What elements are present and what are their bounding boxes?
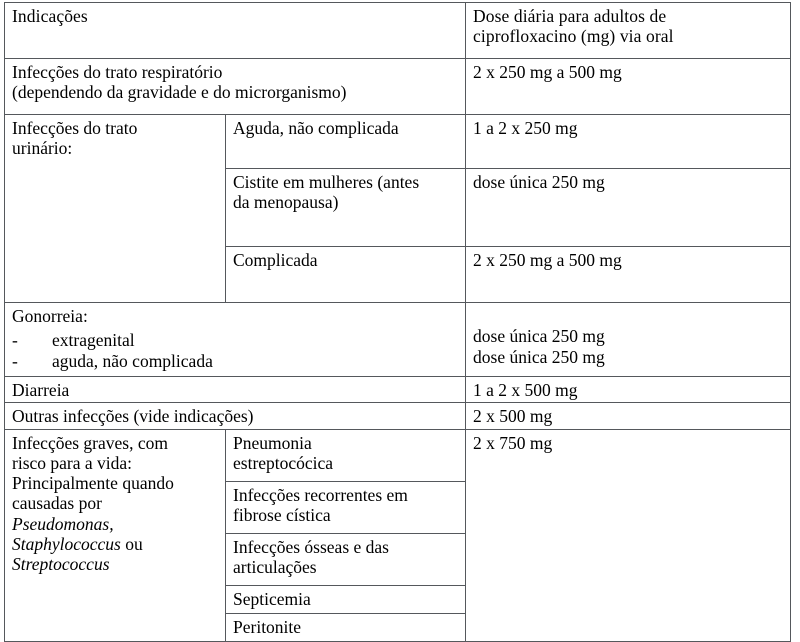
bullet-dash-icon: -: [12, 350, 18, 371]
gonorrhea-bullet-extragenital: [12, 330, 459, 350]
severe-species-staphylococcus: Staphylococcus: [12, 534, 121, 555]
table-header-row: [5, 3, 791, 59]
cell-severe-cystic-fibrosis: [226, 481, 466, 533]
severe-line-3: Principalmente quando: [12, 473, 174, 494]
urinary-line1: Infecções do trato: [12, 118, 138, 138]
cell-diarrhea-indication: Diarreia: [5, 377, 466, 403]
table-row-severe-pneumonia: [5, 429, 791, 481]
pneumonia-line2: estreptocócica: [233, 452, 334, 473]
cystitis-line1: Cistite em mulheres (antes: [233, 172, 420, 192]
cell-severe-septicemia: Septicemia: [226, 585, 466, 613]
cell-respiratory-dose: 2 x 250 mg a 500 mg: [466, 59, 791, 115]
cell-severe-indication: [5, 429, 226, 641]
gonorrhea-bullet-acute-label: aguda, não complicada: [52, 350, 213, 371]
severe-line-1: Infecções graves, com: [12, 432, 168, 453]
severe-species-pseudomonas: Pseudomonas,: [12, 513, 114, 534]
cystic-fibrosis-line2: fibrose cística: [233, 504, 331, 525]
table-row-diarrhea: [5, 377, 791, 403]
severe-species-conjunction: ou: [120, 534, 143, 555]
bullet-dash-icon: -: [12, 330, 18, 351]
cell-other-infections-dose: 2 x 500 mg: [466, 403, 791, 429]
cell-urinary-complicated-dose: 2 x 250 mg a 500 mg: [466, 247, 791, 303]
gonorrhea-bullet-extragenital-label: extragenital: [52, 330, 135, 351]
indications-dose-table: [4, 2, 791, 642]
table-row-respiratory: [5, 59, 791, 115]
cell-urinary-complicated-label: Complicada: [226, 247, 466, 303]
severe-line-2: risco para a vida:: [12, 452, 133, 473]
table-row-gonorrhea: [5, 303, 791, 377]
cell-gonorrhea-indication: [5, 303, 466, 377]
table-row-other-infections: [5, 403, 791, 429]
cell-severe-bone-joint: [226, 533, 466, 585]
gonorrhea-bullet-acute: [12, 351, 459, 371]
bone-joint-line1: Infecções ósseas e das: [233, 536, 389, 557]
cell-gonorrhea-dose: [466, 303, 791, 377]
cell-severe-peritonitis: Peritonite: [226, 613, 466, 641]
cell-other-infections-indication: Outras infecções (vide indicações): [5, 403, 466, 429]
pneumonia-line1: Pneumonia: [233, 432, 312, 453]
cystitis-line2: da menopausa): [233, 192, 339, 213]
header-indications: Indicações: [5, 3, 466, 59]
urinary-line2: urinário:: [12, 138, 73, 159]
cell-urinary-cystitis-dose: dose única 250 mg: [466, 169, 791, 247]
cell-urinary-cystitis-label: [226, 169, 466, 247]
severe-species-streptococcus: Streptococcus: [12, 554, 110, 575]
cystic-fibrosis-line1: Infecções recorrentes em: [233, 484, 408, 505]
header-dose-line1: Dose diária para adultos de: [473, 6, 667, 26]
severe-species-staphylococcus-line: [12, 534, 219, 554]
respiratory-line2: (dependendo da gravidade e do microrganismo): [12, 82, 347, 103]
header-dose-line2: ciprofloxacino (mg) via oral: [473, 26, 674, 47]
header-dose: [466, 3, 791, 59]
cell-urinary-acute-label: Aguda, não complicada: [226, 115, 466, 169]
gonorrhea-bullet-list: [12, 306, 459, 371]
cell-diarrhea-dose: 1 a 2 x 500 mg: [466, 377, 791, 403]
respiratory-line1: Infecções do trato respiratório: [12, 62, 223, 82]
table-row-urinary-acute: [5, 115, 791, 169]
cell-severe-pneumonia: [226, 429, 466, 481]
cell-urinary-indication: [5, 115, 226, 303]
bone-joint-line2: articulações: [233, 556, 317, 577]
gonorrhea-title: Gonorreia:: [12, 306, 88, 326]
cell-urinary-acute-dose: 1 a 2 x 250 mg: [466, 115, 791, 169]
severe-line-4: causadas por: [12, 493, 102, 514]
cell-severe-dose: 2 x 750 mg: [466, 429, 791, 641]
gonorrhea-dose-acute: dose única 250 mg: [473, 346, 605, 367]
cell-respiratory-indication: [5, 59, 466, 115]
gonorrhea-dose-extragenital: dose única 250 mg: [473, 326, 605, 347]
